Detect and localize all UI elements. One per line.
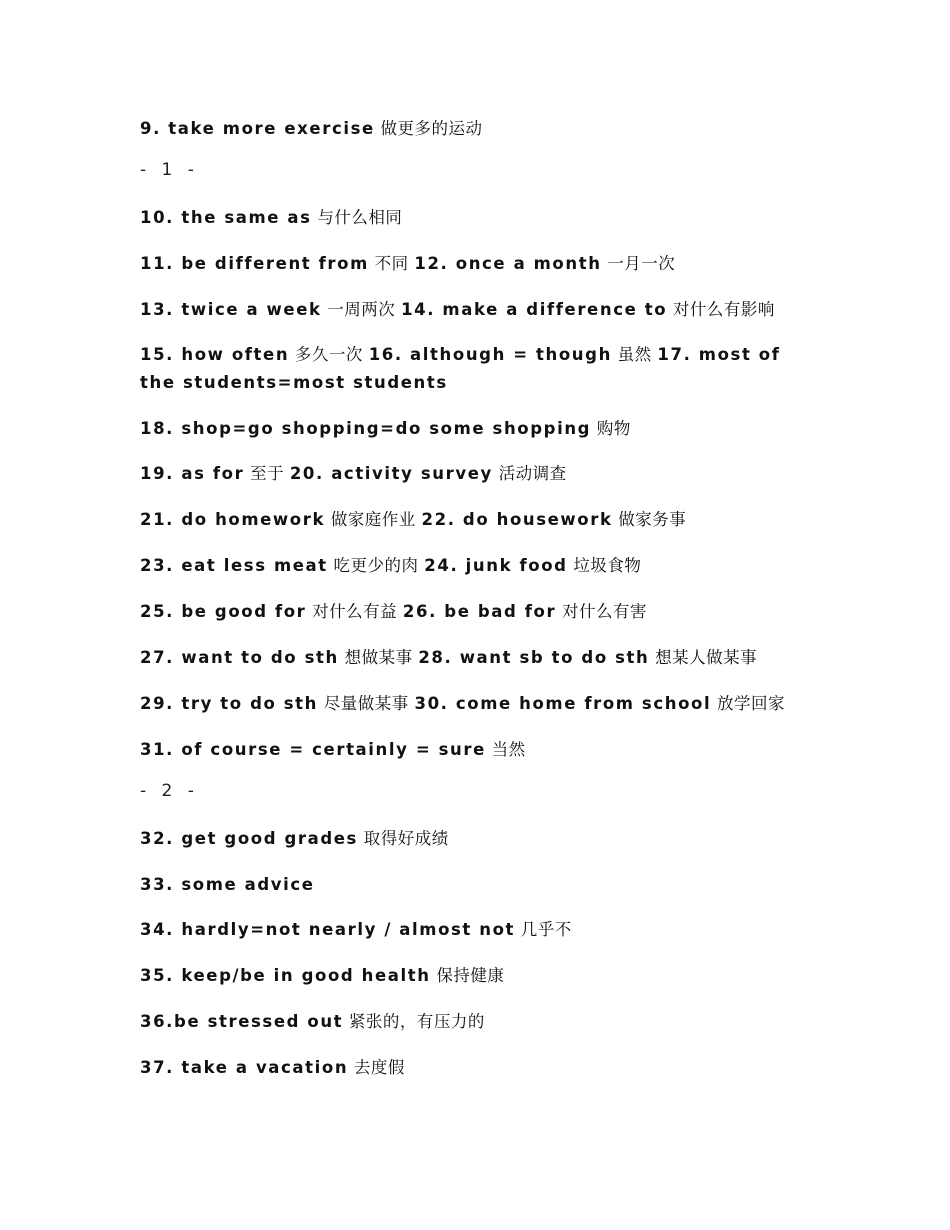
item-chinese: 做更多的运动 <box>374 119 483 138</box>
vocab-item-37 <box>140 1054 820 1082</box>
vocab-item-27-28 <box>140 644 820 672</box>
item-chinese: 与什么相同 <box>311 208 403 227</box>
item-english-2: 12. once a month <box>414 254 602 273</box>
item-english: 25. be good for <box>140 602 307 621</box>
item-english-2: 28. want sb to do sth <box>418 648 650 667</box>
item-chinese: 至于 <box>244 464 290 483</box>
item-english-2: 24. junk food <box>424 556 568 575</box>
item-chinese-2: 虽然 <box>611 345 658 364</box>
item-english: 10. the same as <box>140 208 312 227</box>
vocab-item-35 <box>140 962 820 990</box>
item-chinese: 保持健康 <box>430 966 505 985</box>
item-chinese: 紧张的，有压力的 <box>343 1012 485 1031</box>
item-chinese-2: 做家务事 <box>612 510 687 529</box>
item-chinese: 不同 <box>368 254 415 273</box>
vocab-item-32 <box>140 825 820 853</box>
item-english-2: 26. be bad for <box>402 602 557 621</box>
item-english: 19. as for <box>140 464 245 483</box>
item-english: 18. shop=go shopping=do some shopping <box>140 419 592 438</box>
item-chinese-2: 垃圾食物 <box>567 556 642 575</box>
vocab-item-23-24 <box>140 552 820 580</box>
vocab-item-13-14 <box>140 296 820 324</box>
item-english: 31. of course = certainly = sure <box>140 740 486 759</box>
vocab-item-10 <box>140 204 820 232</box>
item-chinese-2: 放学回家 <box>711 694 785 713</box>
item-english: 34. hardly=not nearly / almost not <box>140 920 516 939</box>
item-chinese: 多久一次 <box>289 345 369 364</box>
vocab-item-9 <box>140 115 820 143</box>
item-chinese: 吃更少的肉 <box>327 556 425 575</box>
item-english: 35. keep/be in good health <box>140 966 431 985</box>
item-english-2: 16. although = though <box>368 345 612 364</box>
item-chinese-2: 想某人做某事 <box>649 648 758 667</box>
page-marker-2: - 2 - <box>140 781 199 801</box>
item-chinese-2: 一月一次 <box>601 254 676 273</box>
item-english-2: 20. activity survey <box>289 464 493 483</box>
vocab-item-25-26 <box>140 598 820 626</box>
item-english: 15. how often <box>140 345 290 364</box>
item-english: 11. be different from <box>140 254 369 273</box>
vocab-item-15-17 <box>140 341 820 397</box>
item-english: 13. twice a week <box>140 300 322 319</box>
item-chinese: 对什么有益 <box>306 602 403 621</box>
vocab-item-18 <box>140 415 820 443</box>
item-chinese: 尽量做某事 <box>318 694 415 713</box>
vocab-item-21-22 <box>140 506 820 534</box>
item-english: 21. do homework <box>140 510 326 529</box>
item-english: 9. take more exercise <box>140 119 375 138</box>
vocab-item-34 <box>140 916 820 944</box>
item-english: 36.be stressed out <box>140 1012 344 1031</box>
item-english-2: 22. do housework <box>421 510 613 529</box>
item-chinese: 当然 <box>485 740 526 759</box>
item-chinese: 取得好成绩 <box>357 829 449 848</box>
item-chinese: 去度假 <box>348 1058 405 1077</box>
item-english: 29. try to do sth <box>140 694 319 713</box>
vocab-item-36 <box>140 1008 820 1036</box>
item-english: 33. some advice <box>140 875 315 894</box>
item-chinese: 一周两次 <box>321 300 402 319</box>
vocab-item-11-12 <box>140 250 820 278</box>
vocab-item-31 <box>140 736 820 764</box>
item-english-3: 17. most of the students=most students <box>140 345 781 392</box>
vocab-item-19-20 <box>140 460 820 488</box>
vocab-item-29-30 <box>140 690 820 718</box>
item-chinese: 做家庭作业 <box>325 510 422 529</box>
item-english-2: 14. make a difference to <box>401 300 668 319</box>
item-english: 27. want to do sth <box>140 648 339 667</box>
item-chinese: 几乎不 <box>515 920 572 939</box>
item-english-2: 30. come home from school <box>414 694 712 713</box>
item-chinese: 想做某事 <box>338 648 419 667</box>
item-english: 23. eat less meat <box>140 556 328 575</box>
item-chinese-2: 活动调查 <box>492 464 567 483</box>
page-marker-1: - 1 - <box>140 160 199 180</box>
item-chinese-2: 对什么有影响 <box>667 300 775 319</box>
item-chinese-2: 对什么有害 <box>556 602 647 621</box>
vocab-item-33 <box>140 871 820 899</box>
item-english: 32. get good grades <box>140 829 358 848</box>
item-english: 37. take a vacation <box>140 1058 349 1077</box>
item-chinese: 购物 <box>591 419 631 438</box>
